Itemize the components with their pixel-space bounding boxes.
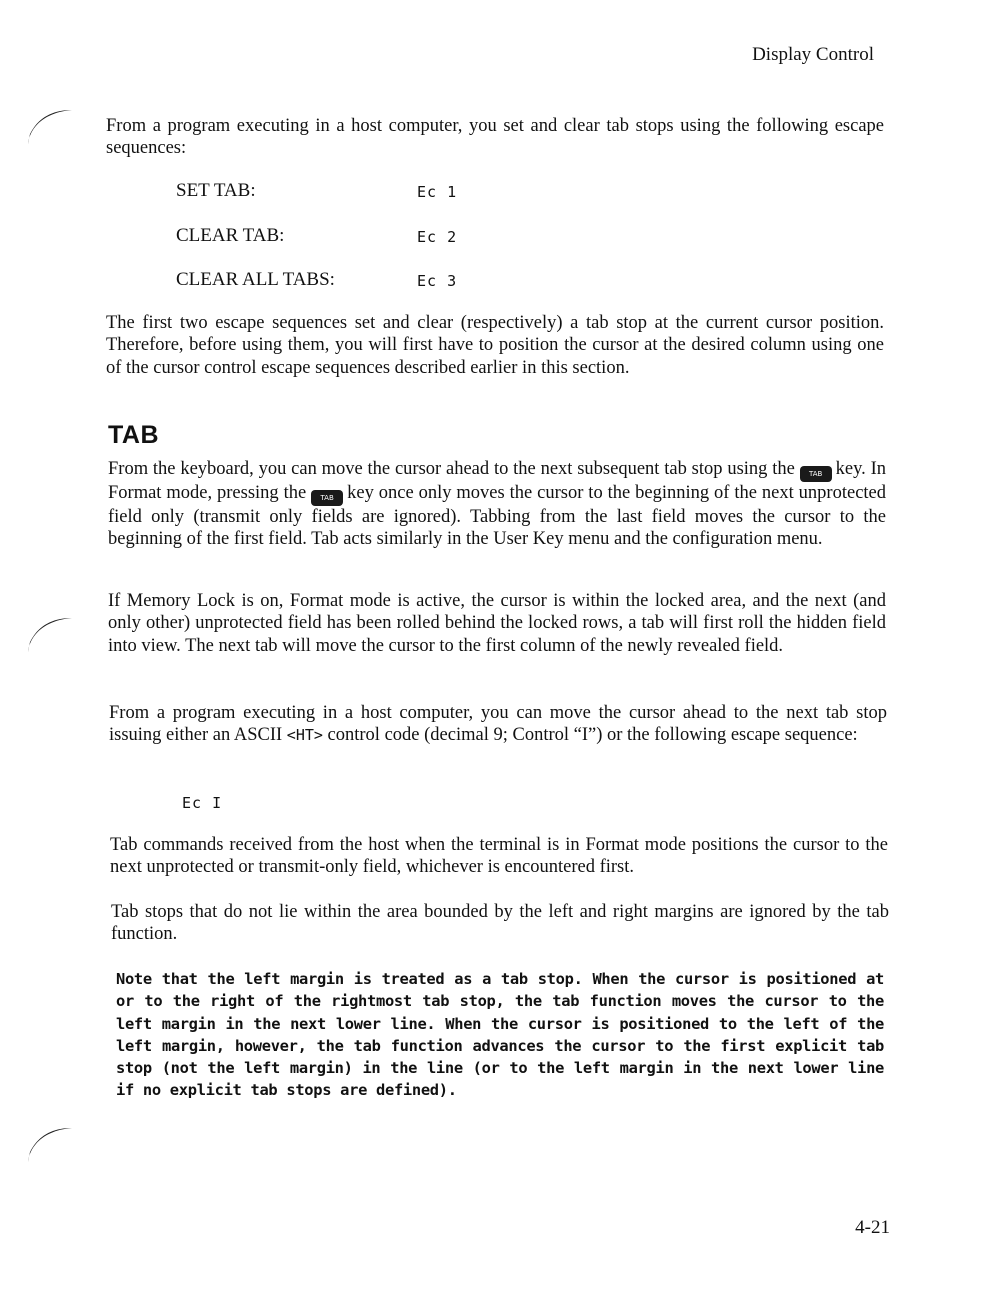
escape-label: CLEAR TAB: (176, 225, 285, 246)
page-header: Display Control (752, 44, 874, 65)
escape-label: CLEAR ALL TABS: (176, 269, 335, 290)
escape-code: Ec I (182, 794, 223, 812)
intro-paragraph: From a program executing in a host computer, you set and clear tab stops using the following escape sequences: (106, 116, 884, 159)
paragraph-text: key. In Format mode, pressing the (108, 459, 886, 503)
note-paragraph: Note that the left margin is treated as a tab stop. When the cursor is positioned at or to the right of the rightmost tab stop, the tab function moves the cursor to the left margin in the next lower line. When the cursor is positioned to the left of the left margin, however, the tab function advances the cursor to the first explicit tab stop (not the left margin) in the line (or to the left margin in the next lower line if no explicit tab stops are defined). (116, 970, 884, 1100)
margins-paragraph: Tab stops that do not lie within the area bounded by the left and right margins are ignored by the tab function. (111, 902, 889, 945)
host-tab-paragraph (109, 702, 887, 747)
escape-label: SET TAB: (176, 180, 256, 201)
escape-code: Ec 2 (417, 228, 458, 246)
ht-code: <HT> (286, 726, 323, 745)
paragraph-text: key once only moves the cursor to the beginning of the next unprotected field only (transmit only fields are ignored). Tabbing from the last field moves the cursor to the beginning of the first field. Tab acts similarly in the User Key menu and the configuration menu. (108, 483, 887, 550)
section-heading: TAB (108, 421, 160, 449)
paragraph-text: control code (decimal 9; Control “I”) or the following escape sequence: (327, 725, 858, 746)
tab-key-icon: TAB (800, 466, 832, 482)
escape-code: Ec 1 (417, 183, 458, 201)
page-number: 4-21 (855, 1217, 890, 1238)
paragraph-text: From a program executing in a host computer, you can move the cursor ahead to the next tab stop issuing either an ASCII (109, 703, 887, 746)
first-two-paragraph: The first two escape sequences set and clear (respectively) a tab stop at the current cursor position. Therefore, before using them, you will first have to position the cursor at the desired column using one of the cursor control escape sequences described earlier in this section. (106, 313, 884, 378)
paragraph-text: From the keyboard, you can move the cursor ahead to the next subsequent tab stop using the (108, 459, 795, 479)
format-mode-paragraph: Tab commands received from the host when the terminal is in Format mode positions the cursor to the next unprotected or transmit-only field, whichever is encountered first. (110, 835, 888, 878)
keyboard-tab-paragraph (108, 458, 886, 551)
binder-hole-mark-icon (22, 1122, 82, 1172)
binder-hole-mark-icon (22, 612, 82, 662)
escape-code: Ec 3 (417, 272, 458, 290)
binder-hole-mark-icon (22, 104, 82, 154)
tab-key-icon: TAB (311, 490, 343, 506)
memory-lock-paragraph: If Memory Lock is on, Format mode is active, the cursor is within the locked area, and the next (and only other) unprotected field has been rolled behind the locked rows, a tab will first roll the hidden field into view. The next tab will move the cursor to the first column of the newly revealed field. (108, 591, 886, 656)
